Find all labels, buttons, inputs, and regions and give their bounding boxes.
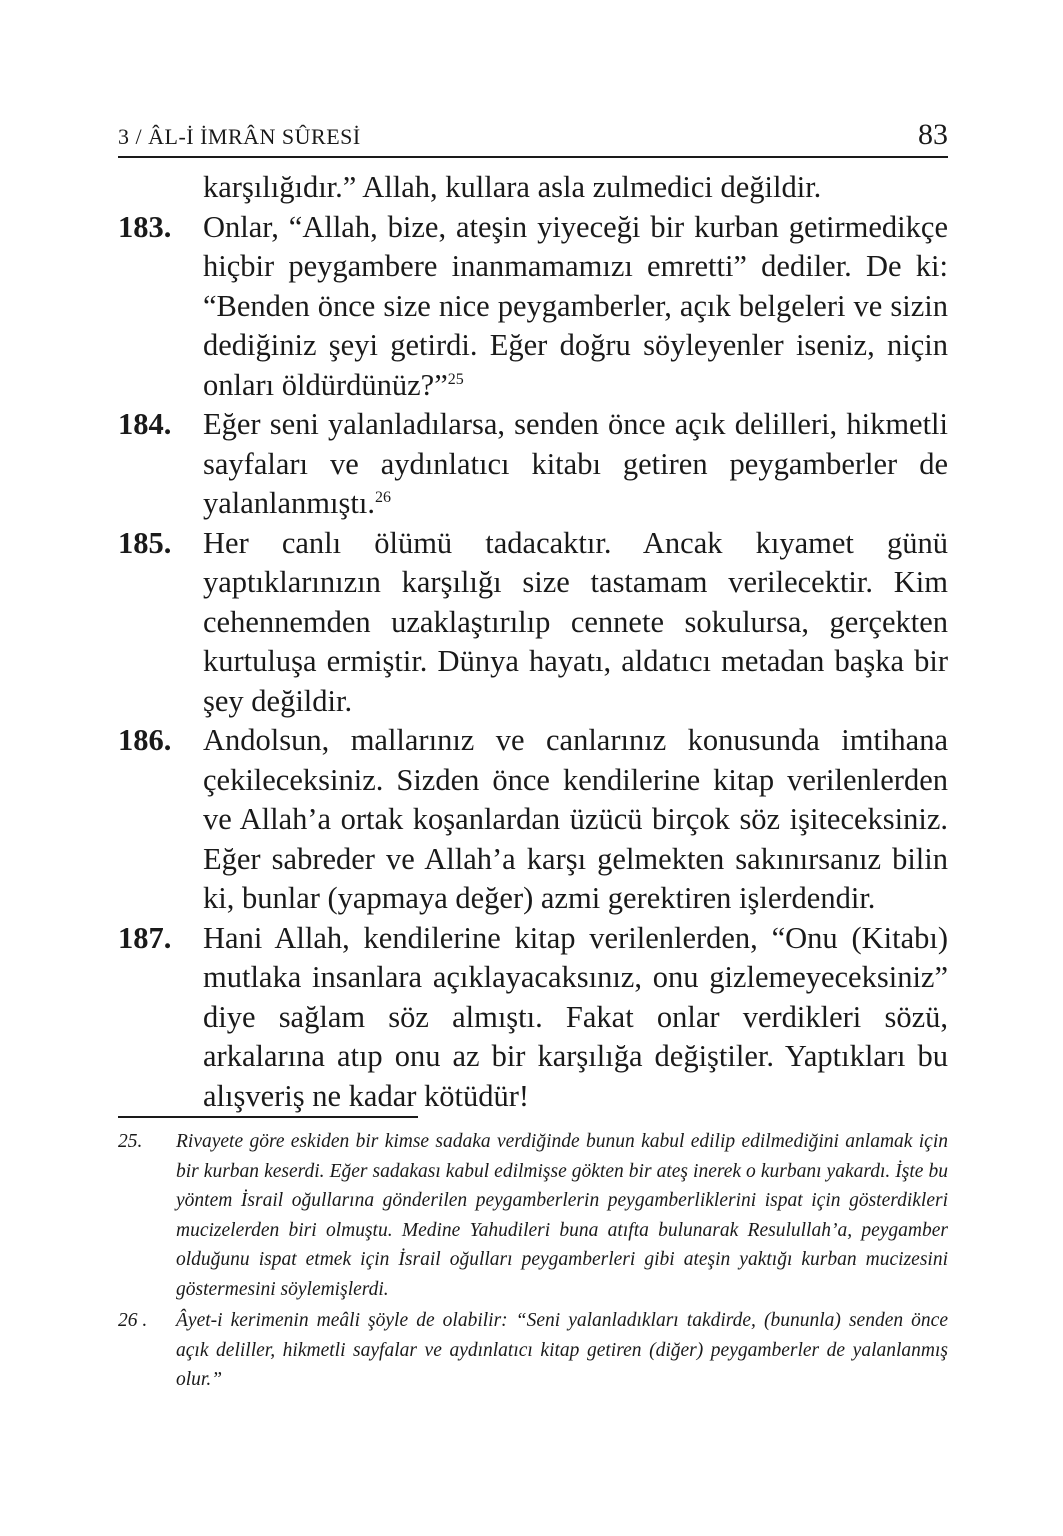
footnote-list xyxy=(118,1127,948,1397)
verse-text: Her canlı ölümü tadacaktır. Ancak kıyamet günü yaptıklarınızın karşılığı size tastamam verilecektir. Kim cehennemden uzaklaştırılıp cennete sokulursa, gerçekten kurtuluşa ermiştir. Dünya hayatı, aldatıcı metadan başka bir şey değildir. xyxy=(203,525,948,718)
footnote-26 xyxy=(118,1306,948,1395)
footnote-number: 25. xyxy=(118,1131,143,1152)
footnote-divider xyxy=(118,1116,418,1118)
verse-number: 187. xyxy=(118,920,172,955)
footnote-number: 26 . xyxy=(118,1310,148,1331)
verse-187 xyxy=(118,919,948,1117)
footnote-25 xyxy=(118,1127,948,1304)
footnote-ref-25[interactable]: 25 xyxy=(447,370,464,388)
footnote-text: Rivayete göre eskiden bir kimse sadaka verdiğinde bunun kabul edilip edilmediğini anlamak için bir kurban keserdi. Eğer sadakası kabul edilmişse gökten bir ateş inerek o kurbanı yakardı. İşte bu yöntem İsrail oğullarına gönderilen peygamberlerin peygamberliklerini ispat için gösterdikleri mucizelerden biri olmuştu. Medine Yahudileri buna atıfta bulunarak Resulullah’a, peygamber olduğunu ispat etmek için İsrail oğulları peygamberleri gibi ateşin yaktığı kurban mucizesini göstermesini söylemişlerdi. xyxy=(176,1131,948,1300)
verse-continuation-text: karşılığıdır.” Allah, kullara asla zulmedici değildir. xyxy=(203,170,822,204)
verse-text: Eğer seni yalanladılarsa, senden önce açık delilleri, hikmetli sayfaları ve aydınlatıcı kitabı getiren peygamberler de yalanlanmıştı. xyxy=(203,407,948,520)
verse-186 xyxy=(118,721,948,919)
verse-number: 186. xyxy=(118,723,172,757)
verse-184 xyxy=(118,405,948,524)
verse-number: 184. xyxy=(118,407,172,441)
footnote-text: Âyet-i kerimenin meâli şöyle de olabilir: “Seni yalanladıkları takdirde, (bununla) senden önce açık deliller, hikmetli sayfalar ve aydınlatıcı kitap getiren (diğer) peygamberler de yalanlanmış olur.” xyxy=(176,1310,948,1390)
running-head: 3 / ÂL-İ İMRÂN SÛRESİ xyxy=(118,124,361,149)
page-number: 83 xyxy=(918,118,948,151)
verse-list xyxy=(118,168,948,1116)
verse-185 xyxy=(118,524,948,722)
verse-text: Hani Allah, kendilerine kitap verilenlerden, “Onu (Kitabı) mutlaka insanlara açıklayacaksınız, onu gizlemeyeceksiniz” diye sağlam söz almıştı. Fakat onlar verdikleri sözü, arkalarına atıp onu az bir karşılığa değiştiler. Yaptıkları bu alışveriş ne kadar kötüdür! xyxy=(203,920,948,1113)
page-header xyxy=(118,112,948,158)
verse-continuation xyxy=(118,168,948,208)
verse-183 xyxy=(118,208,948,406)
footnote-ref-26[interactable]: 26 xyxy=(374,488,391,506)
verse-number: 183. xyxy=(118,209,172,244)
verse-text: Onlar, “Allah, bize, ateşin yiyeceği bir kurban getirmedikçe hiçbir peygambere inanmamamızı emretti” dediler. De ki: “Benden önce size nice peygamberler, açık belgeleri ve sizin dediğiniz şeyi getirdi. Eğer doğru söyleyenler iseniz, niçin onları öldürdünüz?” xyxy=(203,209,948,402)
verse-number: 185. xyxy=(118,525,172,560)
verse-text: Andolsun, mallarınız ve canlarınız konusunda imtihana çekileceksiniz. Sizden önce kendilerine kitap verilenlerden ve Allah’a ortak koşanlardan üzücü birçok söz işiteceksiniz. Eğer sabreder ve Allah’a karşı gelmekten sakınırsanız bilin ki, bunlar (yapmaya değer) azmi gerektiren işlerdendir. xyxy=(203,723,948,915)
